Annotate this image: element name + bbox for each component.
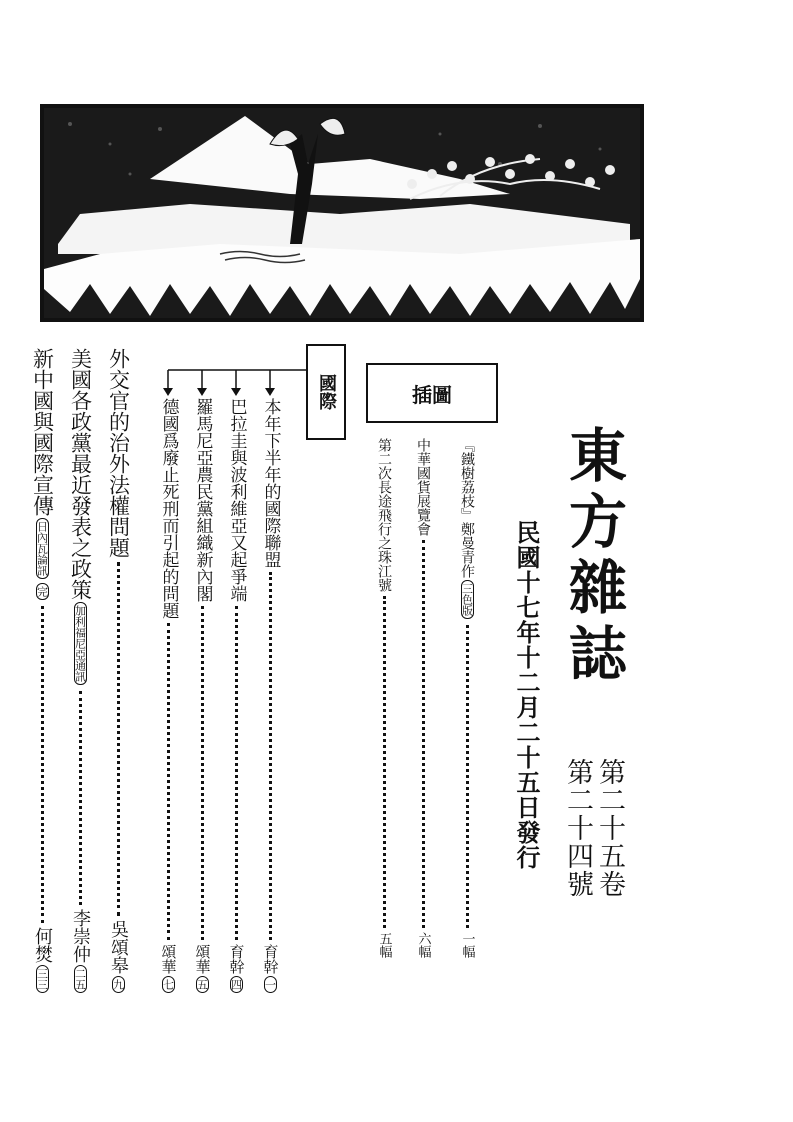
article-author: 何燓: [32, 927, 53, 963]
international-item: [224, 398, 248, 993]
leader-dots: [383, 596, 386, 928]
article-author: 李崇仲: [70, 909, 91, 963]
leader-dots: [117, 562, 120, 916]
page-number: 一: [264, 976, 277, 993]
leader-dots: [41, 606, 44, 923]
illustration-count: 五幅: [376, 932, 392, 958]
leader-dots: [466, 625, 469, 928]
magazine-title: 東方雜誌: [559, 425, 627, 689]
illustration-item: [411, 438, 435, 958]
illustration-note: 三色版: [461, 580, 474, 619]
leader-dots: [422, 540, 425, 928]
article-title: 新中國與國際宣傳: [30, 348, 55, 516]
leader-dots: [235, 606, 238, 940]
leader-dots: [79, 691, 82, 905]
publication-date: 民國十七年十二月二十五日發行: [512, 520, 541, 870]
issue-number: 第二十四號: [562, 758, 593, 898]
international-item: [258, 398, 282, 993]
article-author: 頌華: [193, 944, 212, 974]
banner-illustration: [40, 104, 644, 322]
illustration-count: 一幅: [459, 932, 475, 958]
illustration-title: 中華國貨展覽會: [415, 438, 431, 536]
article-note: 加利福尼亞通訊: [74, 602, 87, 685]
page-number: 四: [230, 976, 243, 993]
international-heading-box: [306, 344, 346, 440]
article-author: 育幹: [227, 944, 246, 974]
illustration-count: 六幅: [415, 932, 431, 958]
illustrations-heading: 插圖: [412, 382, 452, 407]
international-item: [190, 398, 214, 993]
illustration-title: 第二次長途飛行之珠江號: [376, 438, 392, 592]
international-heading: 國際: [316, 374, 337, 410]
article-item: [66, 348, 94, 993]
volume-number: 第二十五卷: [594, 758, 625, 898]
page-number: 二五: [74, 965, 87, 993]
illustration-item: [455, 438, 479, 958]
article-title: 本年下半年的國際聯盟: [260, 398, 281, 568]
page-number: 五: [196, 976, 209, 993]
article-title: 德國爲廢止死刑而引起的問題: [158, 398, 179, 619]
article-author: 育幹: [261, 944, 280, 974]
article-title: 羅馬尼亞農民黨組織新內閣: [192, 398, 213, 602]
article-title: 美國各政黨最近發表之政策: [68, 348, 93, 600]
leader-dots: [167, 623, 170, 940]
illustration-item: [372, 438, 396, 958]
article-title: 外交官的治外法權問題: [106, 348, 131, 558]
article-note: 日內瓦論訊: [36, 518, 49, 579]
page-number: 七: [162, 976, 175, 993]
leader-dots: [201, 606, 204, 940]
article-author: 吳頌皋: [108, 920, 129, 974]
landscape-woodcut: [40, 104, 644, 322]
illustrations-heading-box: [366, 363, 498, 423]
article-item: [104, 348, 132, 993]
article-author: 頌華: [159, 944, 178, 974]
international-item: [156, 398, 180, 993]
leader-dots: [269, 572, 272, 940]
article-note-end: 完: [36, 583, 49, 600]
page-number: 九: [112, 976, 125, 993]
article-title: 巴拉圭與波利維亞又起爭端: [226, 398, 247, 602]
page-number: 三三: [36, 965, 49, 993]
article-item: [28, 348, 56, 993]
illustration-title: 『鐵樹荔枝』鄭曼青作: [459, 438, 475, 578]
